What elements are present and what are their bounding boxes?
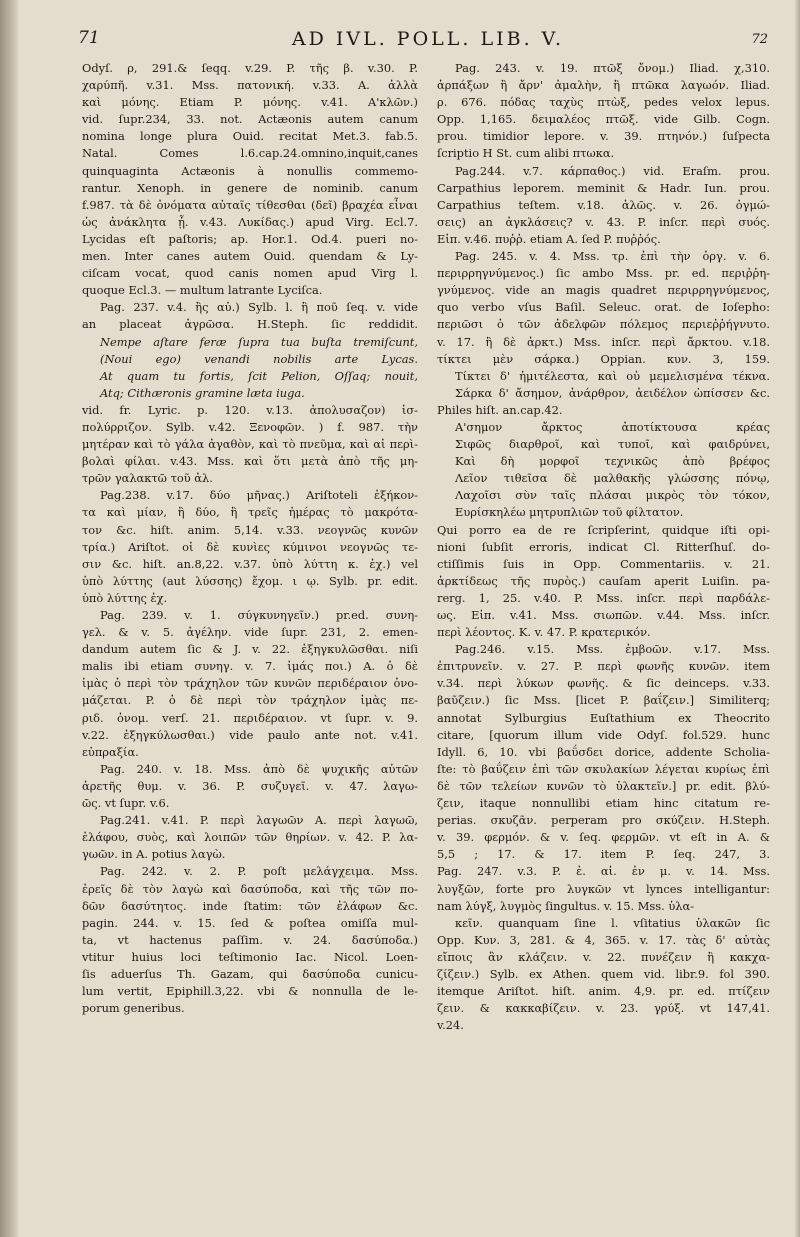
text-line: At quam tu fortis, ſcit Pelion, Oſſaq; nouit, <box>100 368 418 383</box>
text-line: τα καὶ μίαν, ἢ δύο, ἢ τρεῖς ἡμέρας τὸ μακρότα- <box>82 505 418 520</box>
text-line: Pag. 239. v. 1. σύγκυνηγεῖν.) pr.ed. συνη- <box>100 608 418 622</box>
text-line: ὑπὸ λύττης (aut λύσσης) ἔχομ. ι ῳ. Sylb. pr. edit. <box>82 573 418 588</box>
text-line: Λεῖον τιθεῖσα δὲ μαλθακῆς γλώσσης πόνῳ, <box>455 471 770 486</box>
text-line: Καὶ δὴ μορφοῖ τεχνικῶς ἀπὸ βρέφος <box>455 454 770 469</box>
text-line: Pag. 247. v.3. P. ἐ. αἰ. ἐν μ. v. 14. Mss. <box>437 864 770 879</box>
text-line: ἀρκτίδεως τῆς πυρὸς.) cauſam aperit Luiſin. pa- <box>437 573 770 588</box>
text-line: men. Inter canes autem Ouid. quendam & Ly- <box>82 249 418 264</box>
text-line: ἁρπάξων ἢ ἄρν' ἀμαλὴν, ἢ πτῶκα λαγωόν. Iliad. <box>437 78 770 93</box>
text-line: Natal. Comes l.6.cap.24.omnino,inquit,canes <box>82 146 418 161</box>
text-line: ριδ. ὀνομ. verſ. 21. περιδέραιον. vt ſupr. v. 9. <box>82 710 418 725</box>
text-line: Idyll. 6, 10. vbi βαΰσδει dorice, addente Scholia- <box>437 744 770 759</box>
text-line: vid. ſupr.234, 33. not. Actæonis autem canum <box>82 112 418 127</box>
text-line: κεῖν. quanquam ſine l. vſitatius ὑλακῶν ſic <box>455 915 770 930</box>
text-line: Philes hiſt. an.cap.42. <box>437 402 563 417</box>
text-line: prou. timidior lepore. v. 39. πτηνόν.) ſuſpecta <box>437 129 770 144</box>
text-line: γωῶν. in A. potius λαγὼ. <box>82 847 226 862</box>
text-line: ctiſſimis ſuis in Opp. Commentariis. v. 21. <box>437 556 770 571</box>
text-line: βαῦζειν.) ſic Mss. [licet P. βαΐζειν.] Similiterq; <box>437 693 770 708</box>
text-line: porum generibus. <box>82 1001 185 1016</box>
text-line: Qui porro ea de re ſcripſerint, quidque iſti opi- <box>437 522 770 537</box>
text-line: v.34. περὶ λύκων φωνῆς. & ſic deinceps. v.33. <box>437 676 770 691</box>
text-line: Odyſ. ρ, 291.& ſeqq. v.29. P. τῆς β. v.30. P. <box>82 61 418 75</box>
text-line: γελ. & v. 5. ἀγέλην. vide ſupr. 231, 2. emen- <box>82 625 418 640</box>
page-header <box>78 28 768 56</box>
text-line: πολύρριζον. Sylb. v.42. Ξενοφῶν. ) f. 987. τὴν <box>82 419 418 434</box>
text-line: ſis aduerſus Th. Gazam, qui δασύποδα cunicu- <box>82 966 418 981</box>
text-line: περὶ λέοντος. K. v. 47. P. κρατερικόν. <box>437 625 651 640</box>
text-line: ῶς. vt ſupr. v.6. <box>82 796 170 811</box>
text-line: περιρρηγνύμενος.) ſic ambo Mss. pr. ed. περιῤῥη- <box>437 266 770 281</box>
text-line: Εἰπ. v.46. πυῤῥ. etiam A. ſed P. πυῤῥός. <box>437 231 661 246</box>
text-line: Λαχοῖσι σὺν ταῖς πλάσαι μικρὸς τὸν τόκον, <box>455 488 770 503</box>
text-line: Lycidas eſt paſtoris; ap. Hor.1. Od.4. pueri no- <box>82 231 418 246</box>
text-line: Pag. 240. v. 18. Mss. ἀπὸ δὲ ψυχικῆς αὐτῶν <box>100 761 418 776</box>
text-line: ως. Εἰπ. v.41. Mss. σιωπῶν. v.44. Mss. inſcr. <box>437 608 770 622</box>
text-line: malis ibi etiam συνηγ. v. 7. ἰμάς ποι.) A. ὁ δὲ <box>82 659 418 674</box>
text-line: 5,5 ; 17. & 17. item P. ſeq. 247, 3. <box>437 847 770 862</box>
text-line: f.987. τὰ δὲ ὀνόματα αὐταῖς τίθεσθαι (δεῖ) βραχέα εἶναι <box>82 197 418 212</box>
text-line: σεις) an ἀγκλάσεις? v. 43. P. inſcr. περὶ συός. <box>437 214 770 229</box>
text-line: Α'σημον ἄρκτος ἀποτίκτουσα κρέας <box>455 419 770 434</box>
text-line: quinquaginta Actæonis à nonullis commemo- <box>82 163 418 178</box>
text-line: ἐπιτρυνεῖν. v. 27. P. περὶ φωνῆς κυνῶν. item <box>437 659 770 674</box>
text-line: an placeat ἀγρῶσα. H.Steph. ſic reddidit. <box>82 317 418 332</box>
text-line: quoque Ecl.3. — multum latrante Lyciſca. <box>82 283 323 298</box>
text-line: Σιφῶς διαρθροῖ, καὶ τυποῖ, καὶ φαιδρύνει, <box>455 437 770 452</box>
text-line: v. 39. φερμόν. & v. ſeq. φερμῶν. vt eſt in A. & <box>437 830 770 845</box>
text-line: Opp. 1,165. δειμαλέος πτῶξ. vide Gilb. Cogn. <box>437 112 770 127</box>
text-line: annotat Sylburgius Euſtathium ex Theocrito <box>437 710 770 725</box>
text-line: Pag.238. v.17. δύο μῆνας.) Ariſtoteli ἐξήκον- <box>100 488 418 503</box>
text-line: ἀρετῆς θυμ. v. 36. P. συζυγεῖ. v. 47. λαγω- <box>82 778 418 793</box>
text-line: Pag. 243. v. 19. πτῶξ ὄνομ.) Iliad. χ,310. <box>455 61 770 75</box>
text-line: Pag. 245. v. 4. Mss. τρ. ἐπὶ τὴν ὀργ. v. 6. <box>455 249 770 264</box>
text-line: τρῶν γαλακτῶ τοῦ ἀλ. <box>82 471 213 486</box>
text-line: quo verbo vſus Baſil. Seleuc. orat. de Ioſepho: <box>437 300 770 315</box>
text-line: Pag.246. v.15. Mss. ἐμβοῶν. v.17. Mss. <box>455 642 770 657</box>
text-line: lum vertit, Epiphill.3,22. vbi & nonnulla de le- <box>82 984 418 999</box>
text-line: vid. fr. Lyric. p. 120. v.13. ἀπολυσαζον) ἰσ- <box>82 402 418 417</box>
text-line: dandum autem ſic & J. v. 22. ἐξηγκυλῶσθαι. niſi <box>82 642 418 657</box>
text-line: v. 17. ἢ δὲ ἀρκτ.) Mss. inſcr. περὶ ἄρκτου. v.18. <box>437 334 770 349</box>
text-line: citare, [quorum illum vide Odyſ. fol.529. hunc <box>437 727 770 742</box>
text-line: ἱμὰς ὁ περὶ τὸν τράχηλον τῶν κυνῶν περιδέραιον ὀνο- <box>82 676 418 691</box>
text-line: περιῶσι ὁ τῶν ἀδελφῶν πόλεμος περιεῤῥήγνυτο. <box>437 317 770 332</box>
text-line: ciſcam vocat, quod canis nomen apud Virg l. <box>82 266 418 281</box>
text-line: Pag. 237. v.4. ἢς αὐ.) Sylb. l. ἢ ποῦ ſeq. v. vide <box>100 300 418 315</box>
text-line: perias. σκυζᾶν. perperam pro σκύζειν. H.Steph. <box>437 813 770 828</box>
text-line: Σάρκα δ' ἄσημον, ἀνάρθρον, ἀειδέλον ὠπίσσεν &c. <box>455 385 770 400</box>
text-line: τίκτει μὲν σάρκα.) Oppian. κυν. 3, 159. <box>437 351 770 366</box>
text-line: δῶν δασύτητος. inde ſtatim: τῶν ἐλάφων &c. <box>82 898 418 913</box>
text-line: γνύμενος. vide an magis quadret περιρρηγνύμενος, <box>437 283 770 298</box>
right-text-column <box>437 60 770 1034</box>
text-line: pagin. 244. v. 15. ſed & poſtea omiſſa mul- <box>82 915 418 930</box>
text-line: ἐρεῖς δὲ τὸν λαγὼ καὶ δασύποδα, καὶ τῆς τῶν πο- <box>82 881 418 896</box>
text-line: vtitur huius loci teſtimonio Iac. Nicol. Loen- <box>82 949 418 964</box>
text-line: Pag.241. v.41. P. περὶ λαγωῶν A. περὶ λαγωῶ, <box>100 813 418 828</box>
text-line: Ευρίσκηλέω μητρυπλιῶν τοῦ φίλτατον. <box>455 505 684 520</box>
text-line: Opp. Κυν. 3, 281. & 4, 365. v. 17. τὰς δ' αὐτὰς <box>437 932 770 947</box>
text-line: εὐπραξία. <box>82 744 139 759</box>
text-line: Carpathius teſtem. v.18. ἀλῶς. v. 26. ὀγμώ- <box>437 197 770 212</box>
text-line: Pag. 242. v. 2. P. poſt μελάγχειμα. Mss. <box>100 864 418 879</box>
text-line: Nempe aſtare feræ ſupra tua buſta tremiſcunt, <box>100 334 418 349</box>
text-line: nomina longe plura Ouid. recitat Met.3. fab.5. <box>82 129 418 144</box>
text-line: καὶ μόνης. Etiam P. μόνης. v.41. Α'κλῶν.) <box>82 95 418 110</box>
text-line: μητέραν καὶ τὸ γάλα ἀγαθὸν, καὶ τὸ πνεῦμα, καὶ αἱ περὶ- <box>82 437 418 452</box>
text-line: v.24. <box>437 1018 464 1033</box>
text-line: Atq; Cithæronis gramine læta iuga. <box>100 385 305 400</box>
text-line: βολαὶ φίλαι. v.43. Mss. καὶ ὅτι μετὰ ἀπὸ τῆς μη- <box>82 454 418 469</box>
text-line: ſcriptio H St. cum alibi πτωκα. <box>437 146 615 161</box>
text-line: σιν &c. hiſt. an.8,22. v.37. ὑπὸ λύττη κ. ἐχ.) vel <box>82 556 418 571</box>
text-line: ὑπὸ λύττης ἐχ. <box>82 590 168 605</box>
text-line: v.22. ἐξηγκύλωσθαι.) vide paulo ante not. v.41. <box>82 727 418 742</box>
text-line: ſte: τὸ βαΰζειν ἐπὶ τῶν σκυλακίων λέγεται κυρίως ἐπὶ <box>437 761 770 776</box>
text-line: ζειν. & κακκαβίζειν. v. 23. γρύξ. vt 147,41. <box>437 1001 770 1016</box>
text-line: Pag.244. v.7. κάρπαθος.) vid. Eraſm. prou. <box>455 163 770 178</box>
text-line: ζίζειν.) Sylb. ex Athen. quem vid. libr.9. fol 390. <box>437 966 770 981</box>
text-line: ta, vt hactenus paſſim. v. 24. δασύποδα.) <box>82 932 418 947</box>
text-line: (Noui ego) venandi nobilis arte Lycas. <box>100 351 418 366</box>
text-line: nioni ſubſit erroris, indicat Cl. Ritterſhuſ. do- <box>437 539 770 554</box>
page-number-left: 71 <box>78 28 100 48</box>
text-line: ζειν, itaque nonnullibi etiam hinc citatum re- <box>437 796 770 811</box>
text-line: τρία.) Ariſtot. οἱ δὲ κυνὶες κύμινοι νεογνῶς τε- <box>82 539 418 554</box>
text-line: εἴποις ἂν κλάζειν. v. 22. πυνέζειν ἢ κακχα- <box>437 949 770 964</box>
text-line: rantur. Xenoph. in genere de nominib. canum <box>82 180 418 195</box>
text-line: ἐλάφου, συὸς, καὶ λοιπῶν τῶν θηρίων. v. 42. P. λα- <box>82 830 418 845</box>
text-line: ὡς ἀνάκλητα ᾖ. v.43. Λυκίδας.) apud Virg. Ecl.7. <box>82 214 418 229</box>
left-text-column <box>82 60 418 1017</box>
text-line: ρ. 676. πόδας ταχὺς πτὼξ, pedes velox lepus. <box>437 95 770 110</box>
page-number-right: 72 <box>751 32 768 47</box>
text-line: δὲ τῶν τελείων κυνῶν τὸ ὑλακτεῖν.] pr. edit. βλύ- <box>437 778 770 793</box>
text-line: μάζεται. P. ὁ δὲ περὶ τὸν τράχηλον ἱμὰς πε- <box>82 693 418 708</box>
text-line: nam λύγξ, λυγμὸς ſingultus. v. 15. Mss. ὑλα- <box>437 898 695 913</box>
text-line: itemque Ariſtot. hiſt. anim. 4,9. pr. ed. πτίζειν <box>437 984 770 999</box>
text-line: Carpathius leporem. meminit & Hadr. Iun. prou. <box>437 180 770 195</box>
text-line: χαρύπῆ. v.31. Mss. πατονική. v.33. A. ἀλλὰ <box>82 78 418 93</box>
text-line: Τίκτει δ' ἠμιτέλεστα, καὶ οὐ μεμελισμένα τέκνα. <box>455 368 770 383</box>
running-title: AD IVL. POLL. LIB. V. <box>291 28 565 50</box>
text-line: rerg. 1, 25. v.40. P. Mss. inſcr. περὶ παρδάλε- <box>437 590 770 605</box>
text-line: λυγξῶν, forte pro λυγκῶν vt lynces intelligantur: <box>437 881 770 896</box>
text-line: τον &c. hiſt. anim. 5,14. v.33. νεογνῶς κυνῶν <box>82 522 418 537</box>
